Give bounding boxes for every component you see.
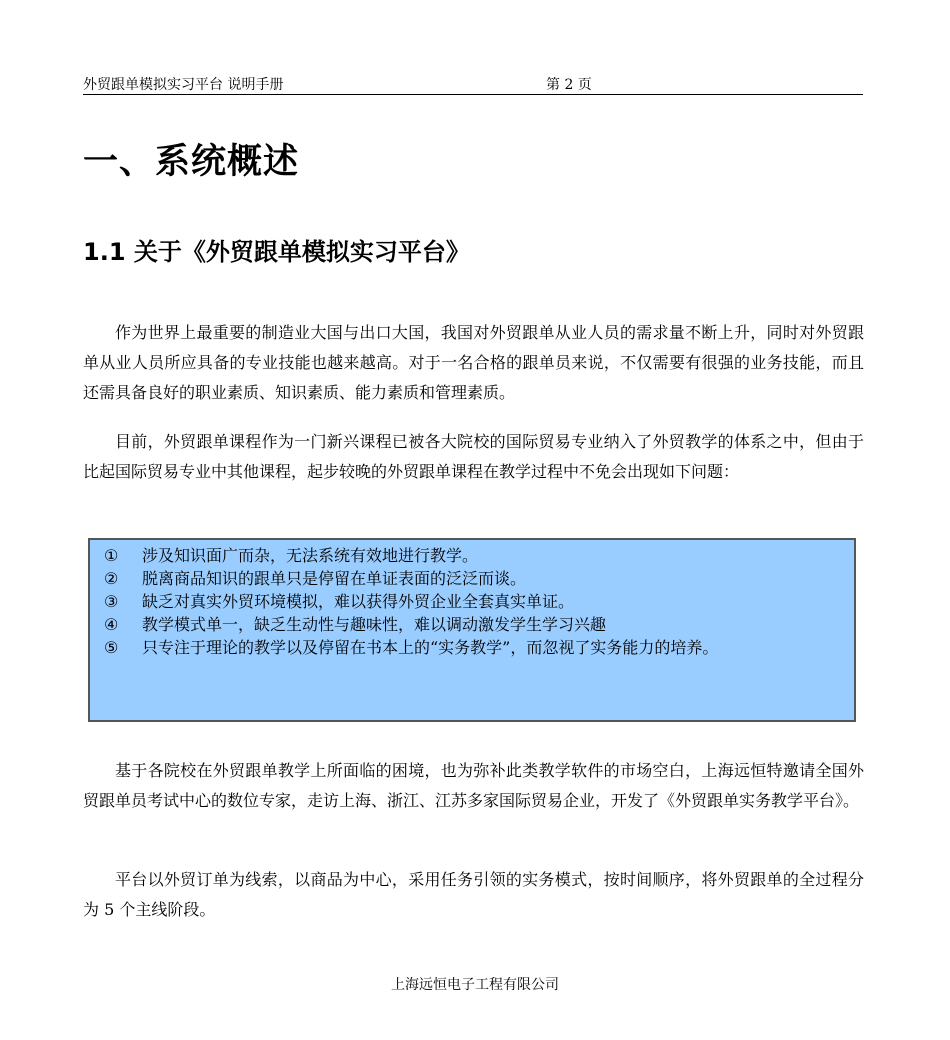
problems-list (104, 544, 854, 659)
header-doc-title: 外贸跟单模拟实习平台 说明手册 (83, 77, 284, 93)
problem-item (104, 567, 854, 590)
problem-number: ① (104, 546, 119, 565)
page-footer: 上海远恒电子工程有限公司 (391, 977, 559, 993)
problem-number: ⑤ (104, 638, 119, 657)
paragraph-development: 基于各院校在外贸跟单教学上所面临的困境，也为弥补此类教学软件的市场空白，上海远恒特邀请全国外贸跟单员考试中心的数位专家，走访上海、浙江、江苏多家国际贸易企业，开发了《外贸跟单实务教学平台》。 (83, 761, 864, 810)
problem-text: 教学模式单一，缺乏生动性与趣味性，难以调动激发学生学习兴趣 (142, 615, 607, 634)
paragraph-platform: 平台以外贸订单为线索，以商品为中心，采用任务引领的实务模式，按时间顺序，将外贸跟单的全过程分为 5 个主线阶段。 (83, 870, 864, 919)
problem-text: 只专注于理论的教学以及停留在书本上的“实务教学”，而忽视了实务能力的培养。 (142, 638, 719, 657)
problems-box (88, 538, 856, 722)
header-page-number: 第 2 页 (546, 77, 592, 93)
section-title: 一、系统概述 (83, 142, 300, 182)
problem-item (104, 590, 854, 613)
problem-number: ④ (104, 615, 119, 634)
page-header (83, 72, 863, 95)
problem-item (104, 613, 854, 636)
problem-text: 缺乏对真实外贸环境模拟，难以获得外贸企业全套真实单证。 (142, 592, 575, 611)
problem-item (104, 636, 854, 659)
problem-text: 脱离商品知识的跟单只是停留在单证表面的泛泛而谈。 (142, 569, 527, 588)
problem-item (104, 544, 854, 567)
subsection-title: 1.1 关于《外贸跟单模拟实习平台》 (83, 238, 470, 266)
paragraph-current-status: 目前，外贸跟单课程作为一门新兴课程已被各大院校的国际贸易专业纳入了外贸教学的体系之中，但由于比起国际贸易专业中其他课程，起步较晚的外贸跟单课程在教学过程中不免会出现如下问题： (83, 432, 864, 481)
problem-number: ③ (104, 592, 119, 611)
paragraph-intro: 作为世界上最重要的制造业大国与出口大国，我国对外贸跟单从业人员的需求量不断上升，同时对外贸跟单从业人员所应具备的专业技能也越来越高。对于一名合格的跟单员来说，不仅需要有很强的业务技能，而且还需具备良好的职业素质、知识素质、能力素质和管理素质。 (83, 323, 864, 402)
problem-text: 涉及知识面广而杂，无法系统有效地进行教学。 (142, 546, 479, 565)
problem-number: ② (104, 569, 119, 588)
